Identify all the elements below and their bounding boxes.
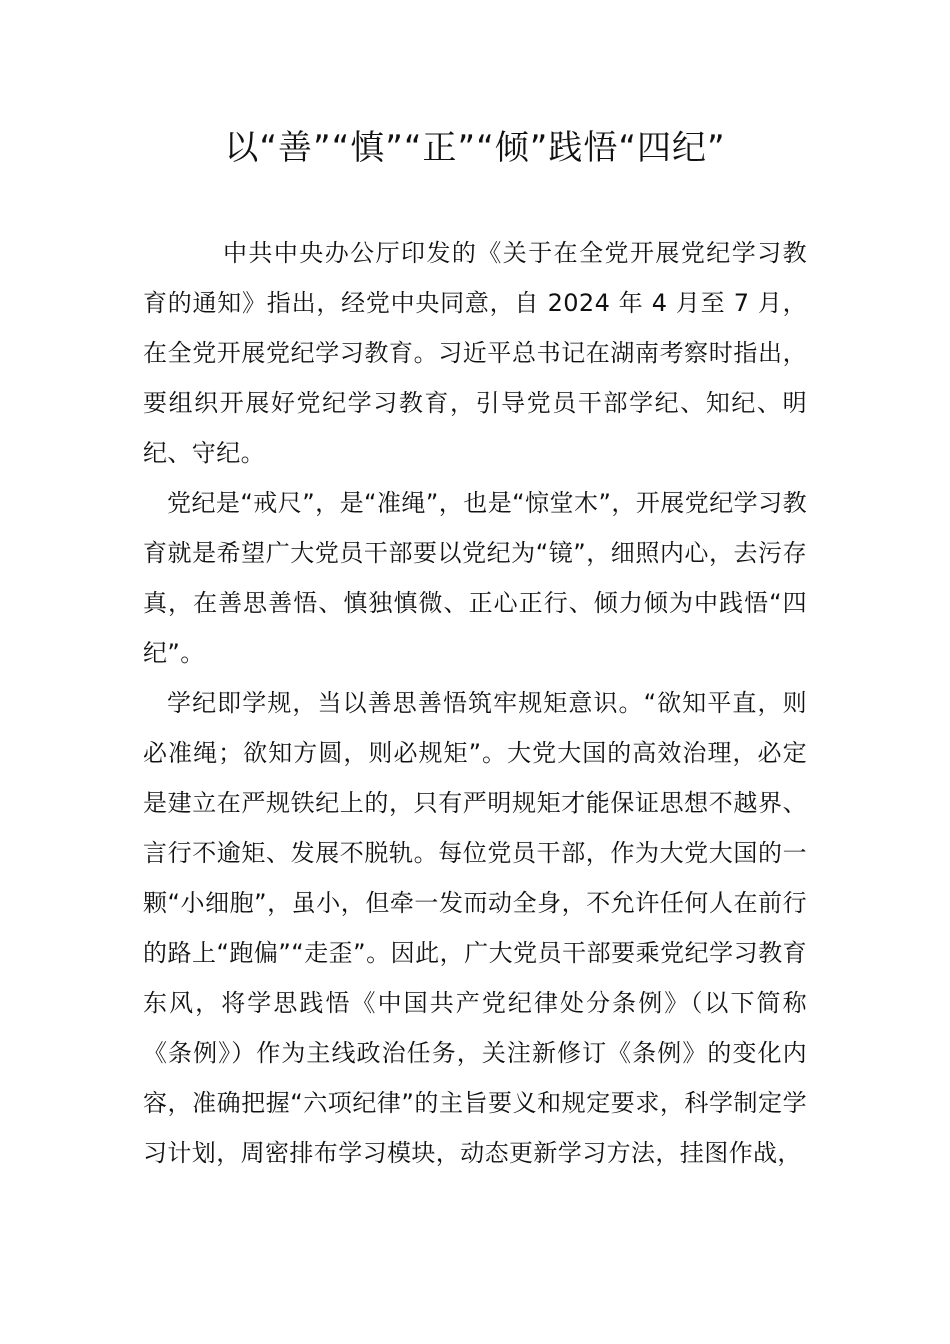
document-title: 以“善”“慎”“正”“倾”践悟“四纪”	[224, 128, 726, 168]
paragraph-party-discipline: 党纪是“戒尺”，是“准绳”，也是“惊堂木”，开展党纪学习教育就是希望广大党员干部要以党纪为“镜”，细照内心，去污存真，在善思善悟、慎独慎微、正心正行、倾力倾为中践悟“四纪”。	[143, 489, 807, 667]
document-body	[143, 228, 807, 1178]
paragraph-learn-discipline: 学纪即学规，当以善思善悟筑牢规矩意识。“欲知平直，则必准绳；欲知方圆，则必规矩”。大党大国的高效治理，必定是建立在严规铁纪上的，只有严明规矩才能保证思想不越界、言行不逾矩、发展不脱轨。每位党员干部，作为大党大国的一颗“小细胞”，虽小，但牵一发而动全身，不允许任何人在前行的路上“跑偏”“走歪”。因此，广大党员干部要乘党纪学习教育东风，将学思践悟《中国共产党纪律处分条例》（以下简称《条例》）作为主线政治任务，关注新修订《条例》的变化内容，准确把握“六项纪律”的主旨要义和规定要求，科学制定学习计划，周密排布学习模块，动态更新学习方法，挂图作战，	[143, 689, 807, 1167]
paragraph-intro: 中共中央办公厅印发的《关于在全党开展党纪学习教育的通知》指出，经党中央同意，自 2024 年 4 月至 7 月，在全党开展党纪学习教育。习近平总书记在湖南考察时指出，要组织开展好党纪学习教育，引导党员干部学纪、知纪、明纪、守纪。	[143, 239, 807, 467]
